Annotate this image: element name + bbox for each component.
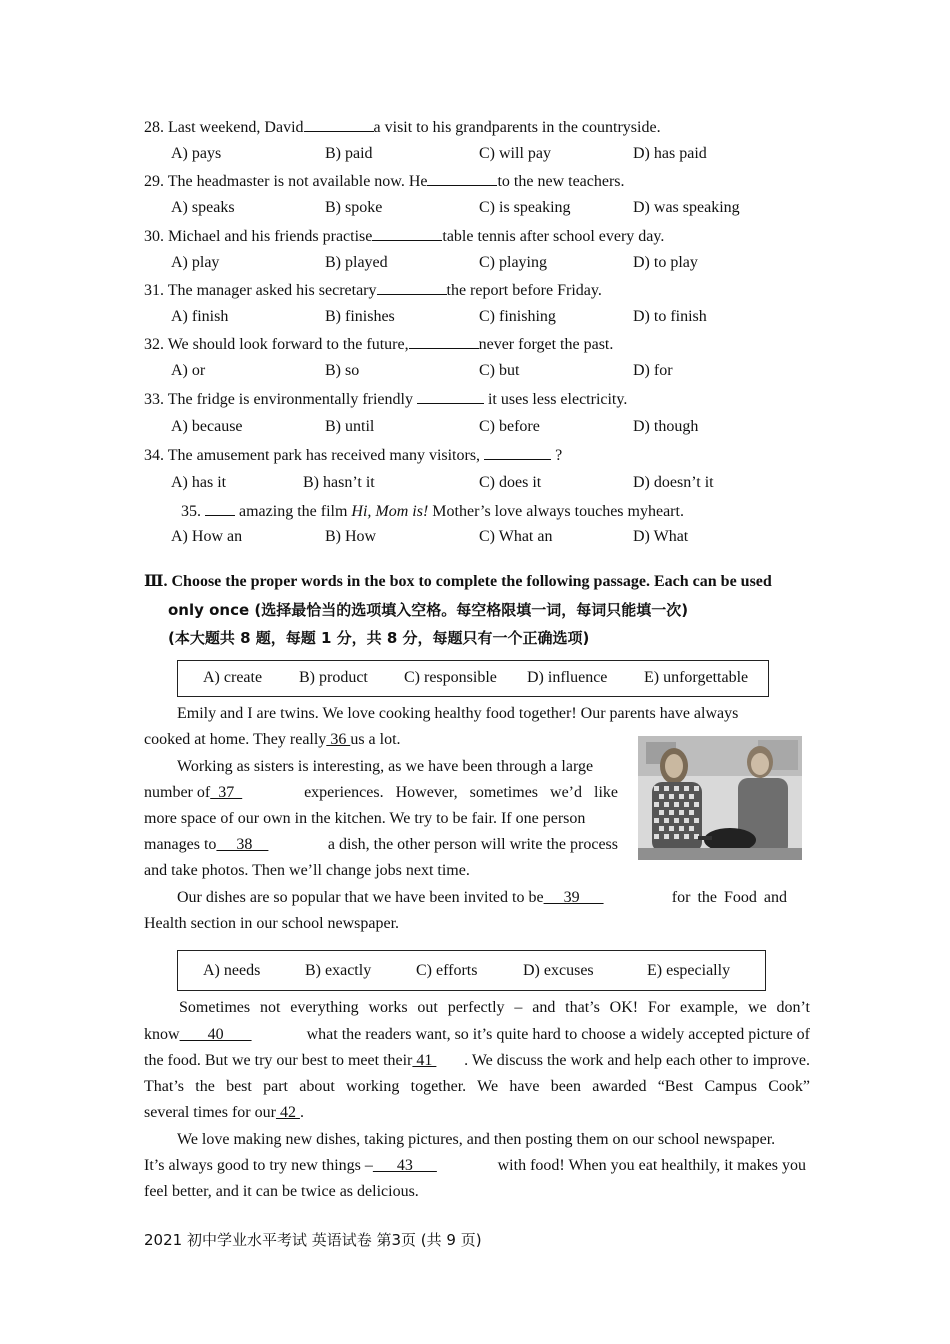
answer-blank [377, 280, 447, 295]
question-stem: 30. Michael and his friends practise table tennis after school every day. [144, 228, 665, 245]
answer-option: C) will pay [479, 145, 551, 162]
answer-option: B) hasn’t it [303, 474, 375, 491]
answer-option: A) speaks [171, 199, 235, 216]
passage-line: and take photos. Then we’ll change jobs next time. [144, 862, 470, 879]
word-option: A) needs [203, 962, 261, 979]
answer-blank [304, 117, 374, 132]
answer-blank [484, 445, 551, 460]
answer-option: B) until [325, 418, 375, 435]
answer-option: B) spoke [325, 199, 383, 216]
question-stem: 29. The headmaster is not available now. He to the new teachers. [144, 173, 625, 190]
answer-blank [409, 334, 479, 349]
passage-line: number of 37 experiences. However, sometimes we’d like [144, 784, 618, 801]
word-option: C) responsible [404, 669, 497, 686]
section-instructions: only once (选择最恰当的选项填入空格。每空格限填一词，每词只能填一次) [168, 601, 689, 619]
answer-option: C) is speaking [479, 199, 571, 216]
answer-option: A) has it [171, 474, 227, 491]
passage-line: the food. But we try our best to meet their 41 . We discuss the work and help each other to improve. [144, 1052, 810, 1069]
word-option: B) exactly [305, 962, 372, 979]
word-option: B) product [299, 669, 368, 686]
passage-line: Sometimes not everything works out perfectly – and that’s OK! For example, we don’t [179, 999, 810, 1016]
page-footer: 2021 初中学业水平考试 英语试卷 第3页 (共 9 页) [144, 1231, 482, 1249]
answer-option: D) to play [633, 254, 698, 271]
question-stem: 32. We should look forward to the future, never forget the past. [144, 336, 614, 353]
answer-option: C) finishing [479, 308, 556, 325]
passage-line: Health section in our school newspaper. [144, 915, 400, 932]
answer-option: A) or [171, 362, 206, 379]
answer-option: D) to finish [633, 308, 707, 325]
answer-blank [372, 226, 442, 241]
answer-option: D) was speaking [633, 199, 740, 216]
answer-option: A) How an [171, 528, 243, 545]
answer-blank [427, 171, 497, 186]
passage-line: know 40 what the readers want, so it’s quite hard to choose a widely accepted picture of [144, 1026, 810, 1043]
answer-option: A) play [171, 254, 220, 271]
blank-37: 37 [210, 784, 243, 801]
blank-40: 40 [179, 1026, 252, 1043]
twins-cooking-photo [638, 736, 802, 860]
word-option: A) create [203, 669, 263, 686]
passage-line: That’s the best part about working together. We have been awarded “Best Campus Cook” [144, 1078, 810, 1095]
word-option: E) especially [647, 962, 731, 979]
answer-option: D) What [633, 528, 689, 545]
answer-blank [205, 501, 235, 516]
word-option: D) excuses [523, 962, 594, 979]
answer-option: B) How [325, 528, 377, 545]
passage-line: several times for our 42 . [144, 1104, 304, 1121]
passage-line: more space of our own in the kitchen. We try to be fair. If one person [144, 810, 586, 827]
passage-line: Emily and I are twins. We love cooking healthy food together! Our parents have always [177, 705, 739, 722]
blank-42: 42 [275, 1104, 300, 1121]
word-option: C) efforts [416, 962, 478, 979]
passage-line: cooked at home. They really 36 us a lot. [144, 731, 401, 748]
answer-option: C) playing [479, 254, 547, 271]
question-stem: 28. Last weekend, David a visit to his grandparents in the countryside. [144, 119, 661, 136]
answer-option: C) before [479, 418, 540, 435]
section-heading: Ⅲ. Choose the proper words in the box to complete the following passage. Each can be used [144, 573, 772, 590]
passage-line: Our dishes are so popular that we have been invited to be 39 for the Food and [177, 889, 787, 906]
passage-line: manages to 38 a dish, the other person will write the process [144, 836, 618, 853]
answer-option: D) doesn’t it [633, 474, 714, 491]
answer-option: B) played [325, 254, 388, 271]
answer-option: A) because [171, 418, 243, 435]
blank-36: 36 [326, 731, 351, 748]
answer-option: D) for [633, 362, 673, 379]
blank-38: 38 [216, 836, 269, 853]
question-stem: 33. The fridge is environmentally friendly it uses less electricity. [144, 391, 628, 408]
word-option: D) influence [527, 669, 608, 686]
word-option: E) unforgettable [644, 669, 749, 686]
passage-line: feel better, and it can be twice as delicious. [144, 1183, 419, 1200]
answer-option: C) does it [479, 474, 542, 491]
answer-option: D) though [633, 418, 699, 435]
passage-line: Working as sisters is interesting, as we have been through a large [177, 758, 594, 775]
answer-option: B) finishes [325, 308, 395, 325]
word-box-1 [177, 660, 769, 697]
blank-43: 43 [372, 1157, 437, 1174]
answer-option: C) What an [479, 528, 553, 545]
word-box-2 [177, 950, 766, 991]
question-stem: 34. The amusement park has received many visitors, ? [144, 447, 563, 464]
passage-line: We love making new dishes, taking pictures, and then posting them on our school newspaper. [177, 1131, 776, 1148]
blank-39: 39 [543, 889, 604, 906]
answer-option: A) pays [171, 145, 222, 162]
answer-option: A) finish [171, 308, 229, 325]
question-stem: 35. amazing the film Hi, Mom is! Mother’s love always touches myheart. [181, 503, 684, 520]
answer-blank [417, 389, 484, 404]
section-scoring: (本大题共 8 题，每题 1 分，共 8 分，每题只有一个正确选项) [168, 629, 590, 647]
question-stem: 31. The manager asked his secretary the report before Friday. [144, 282, 602, 299]
answer-option: D) has paid [633, 145, 707, 162]
blank-41: 41 [412, 1052, 437, 1069]
answer-option: C) but [479, 362, 520, 379]
answer-option: B) so [325, 362, 360, 379]
answer-option: B) paid [325, 145, 373, 162]
passage-line: It’s always good to try new things – 43 with food! When you eat healthily, it makes you [144, 1157, 806, 1174]
